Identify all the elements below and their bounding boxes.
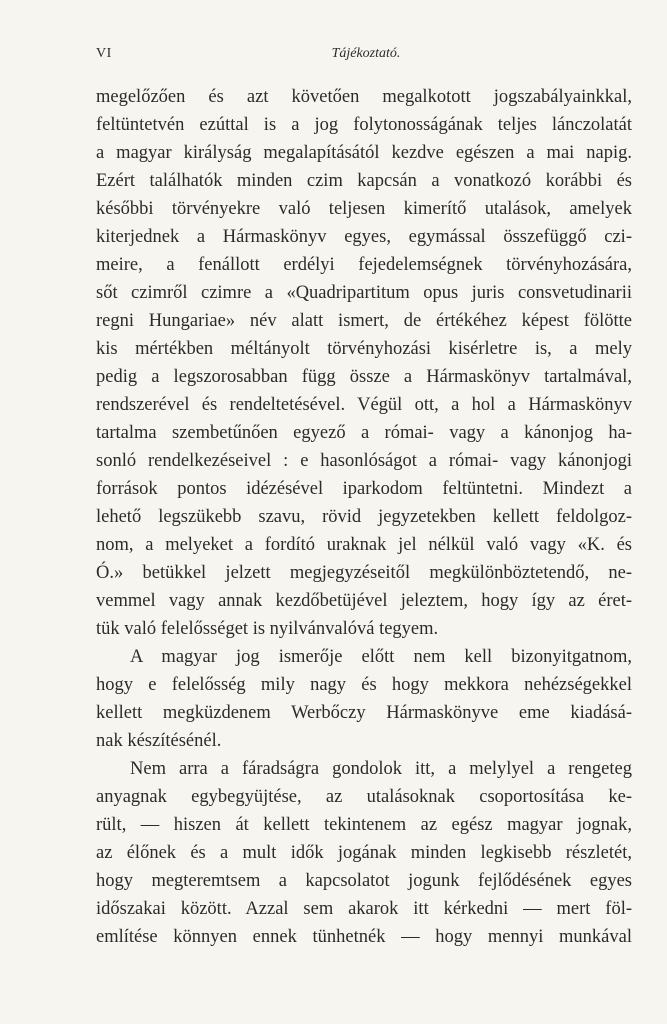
text-line: az élőnek és a mult idők jogának minden legkisebb részletét, — [96, 843, 632, 863]
text-line: rendszerével és rendeltetésével. Végül ott, a hol a Hármaskönyv — [96, 395, 632, 415]
text-line: Ezért találhatók minden czim kapcsán a vonatkozó korábbi és — [96, 171, 632, 191]
text-line: regni Hungariae» név alatt ismert, de értékéhez képest fölötte — [96, 311, 632, 331]
text-line: megelőzően és azt követően megalkotott jogszabályainkkal, — [96, 87, 632, 107]
text-line: sőt czimről czimre a «Quadripartitum opus juris consvetudinarii — [96, 283, 632, 303]
body-text — [96, 83, 632, 951]
text-line: tartalma szembetűnően egyező a római- vagy a kánonjog ha- — [96, 423, 632, 443]
text-line: források pontos idézésével iparkodom feltüntetni. Mindezt a — [96, 479, 632, 499]
text-line: nom, a melyeket a fordító uraknak jel nélkül való vagy «K. és — [96, 535, 632, 555]
text-line: vemmel vagy annak kezdőbetüjével jeleztem, hogy így az éret- — [96, 591, 632, 611]
text-line: feltüntetvén ezúttal is a jog folytonosságának teljes lánczolatát — [96, 115, 632, 135]
text-line: későbbi törvényekre való teljesen kimerítő utalások, amelyek — [96, 199, 632, 219]
paragraph — [96, 755, 632, 951]
text-line: Nem arra a fáradságra gondolok itt, a melylyel a rengeteg — [130, 759, 632, 779]
page-header — [96, 46, 636, 68]
paragraph — [96, 83, 632, 643]
text-line: említése könnyen ennek tünhetnék — hogy mennyi munkával — [96, 927, 632, 947]
text-line: Ó.» betükkel jelzett megjegyzéseitől megkülönböztetendő, ne- — [96, 563, 632, 583]
paragraph — [96, 643, 632, 755]
text-line: sonló rendelkezéseivel : e hasonlóságot a római- vagy kánonjogi — [96, 451, 632, 471]
text-line: kis mértékben méltányolt törvényhozási kisérletre is, a mely — [96, 339, 632, 359]
text-line: hogy e felelősség mily nagy és hogy mekkora nehézségekkel — [96, 675, 632, 695]
page-number: VI — [96, 46, 112, 61]
text-line: nak készítésénél. — [96, 731, 222, 751]
text-line: meire, a fenállott erdélyi fejedelemségnek törvényhozására, — [96, 255, 632, 275]
text-line: pedig a legszorosabban függ össze a Hármaskönyv tartalmával, — [96, 367, 632, 387]
text-line: tük való felelősséget is nyilvánvalóvá tegyem. — [96, 619, 439, 639]
text-line: a magyar királyság megalapításától kezdve egészen a mai napig. — [96, 143, 632, 163]
running-title: Tájékoztató. — [331, 46, 401, 61]
text-line: kiterjednek a Hármaskönyv egyes, egymással összefüggő czi- — [96, 227, 632, 247]
text-line: hogy megteremtsem a kapcsolatot jogunk fejlődésének egyes — [96, 871, 632, 891]
text-line: lehető legszükebb szavu, rövid jegyzetekben kellett feldolgoz- — [96, 507, 632, 527]
text-line: rült, — hiszen át kellett tekintenem az egész magyar jognak, — [96, 815, 632, 835]
text-line: A magyar jog ismerője előtt nem kell bizonyitgatnom, — [130, 647, 632, 667]
text-line: időszakai között. Azzal sem akarok itt kérkedni — mert föl- — [96, 899, 632, 919]
text-line: anyagnak egybegyüjtése, az utalásoknak csoportosítása ke- — [96, 787, 632, 807]
text-line: kellett megküzdenem Werbőczy Hármaskönyve eme kiadásá- — [96, 703, 632, 723]
